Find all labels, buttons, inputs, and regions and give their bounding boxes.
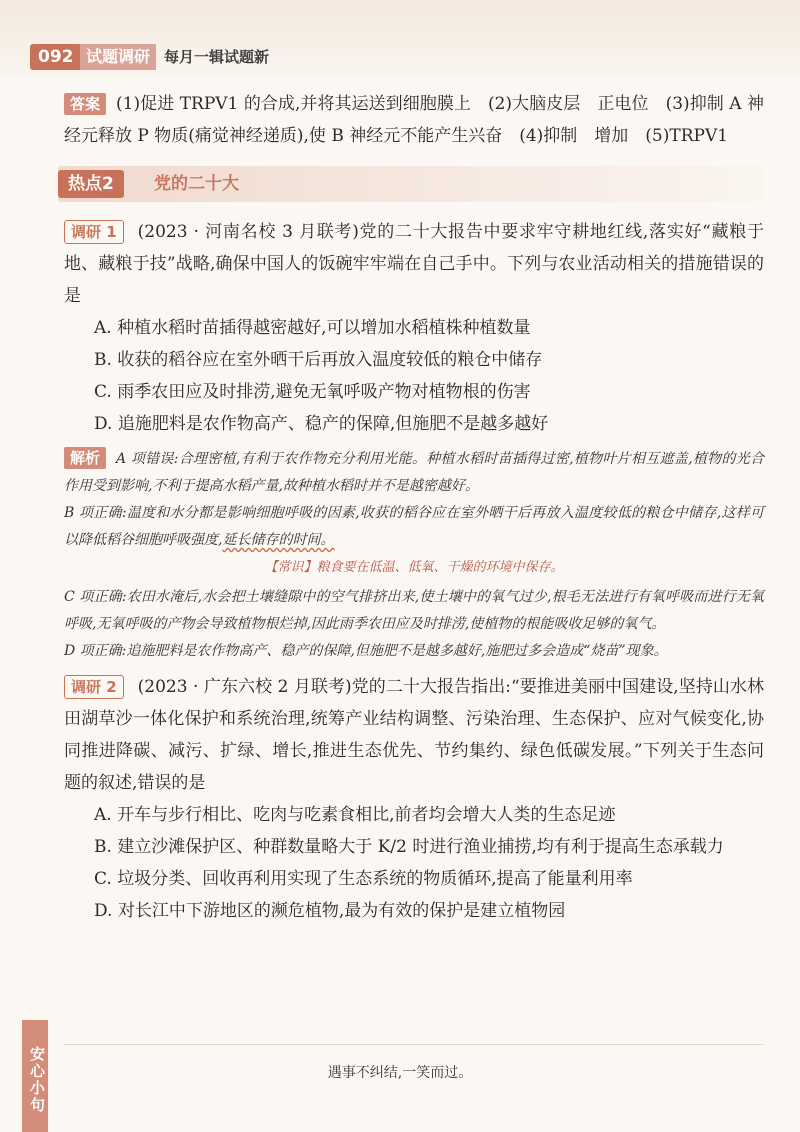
answer-block	[64, 88, 764, 152]
analysis-d: D 项正确:追施肥料是农作物高产、稳产的保障,但施肥不是越多越好,施肥过多会造成“烧苗”现象。	[64, 643, 668, 659]
analysis-c: C 项正确:农田水淹后,水会把土壤缝隙中的空气排挤出来,使土壤中的氧气过少,根毛无法进行有氧呼吸而进行无氧呼吸,无氧呼吸的产物会导致植物根烂掉,因此雨季农田应及时排涝,使植物的根能吸收足够的氧气。	[64, 589, 764, 632]
question-2-text: (2023 · 广东六校 2 月联考)党的二十大报告指出:“要推进美丽中国建设,坚持山水林田湖草沙一体化保护和系统治理,统筹产业结构调整、污染治理、生态保护、应对气候变化,协同推进降碳、减污、扩绿、增长,推进生态优先、节约集约、绿色低碳发展。”下列关于生态问题的叙述,错误的是	[64, 677, 764, 793]
question-1-label: 调研 1	[64, 220, 124, 244]
analysis-b-text: B 项正确:温度和水分都是影响细胞呼吸的因素,收获的稻谷应在室外晒干后再放入温度较低的粮仓中储存,这样可以降低稻谷细胞呼吸强度,	[64, 505, 764, 548]
hotspot-title: 党的二十大	[154, 174, 239, 194]
question-1-stem	[64, 216, 764, 312]
hotspot-tag: 热点2	[58, 170, 124, 198]
question-1-option-d: D. 追施肥料是农作物高产、稳产的保障,但施肥不是越多越好	[94, 414, 549, 434]
handwritten-note: 【常识】粮食要在低温、低氧、干燥的环境中保存。	[264, 560, 564, 575]
page-content	[64, 88, 764, 927]
analysis-label: 解析	[64, 447, 106, 469]
analysis-b-highlight: 延长储存的时间。	[222, 532, 335, 548]
footer-motto: 遇事不纠结,一笑而过。	[327, 1065, 473, 1081]
question-2-stem	[64, 671, 764, 799]
side-tab: 安心小句	[22, 1020, 48, 1132]
question-1-option-a: A. 种植水稻时苗插得越密越好,可以增加水稻植株种植数量	[94, 318, 531, 338]
question-1-text: (2023 · 河南名校 3 月联考)党的二十大报告中要求牢守耕地红线,落实好“藏粮于地、藏粮于技”战略,确保中国人的饭碗牢牢端在自己手中。下列与农业活动相关的措施错误的是	[64, 222, 764, 306]
section-tag: 试题调研	[80, 44, 156, 70]
question-2-label: 调研 2	[64, 675, 124, 699]
page-number: 092	[30, 44, 82, 70]
question-2-option-c: C. 垃圾分类、回收再利用实现了生态系统的物质循环,提高了能量利用率	[94, 869, 633, 889]
question-2-option-b: B. 建立沙滩保护区、种群数量略大于 K/2 时进行渔业捕捞,均有利于提高生态承载力	[94, 837, 724, 857]
hotspot-header	[58, 166, 764, 202]
analysis-a	[64, 446, 764, 500]
page-header	[0, 0, 800, 78]
analysis-a-text: A 项错误:合理密植,有利于农作物充分利用光能。种植水稻时苗插得过密,植物叶片相互遮盖,植物的光合作用受到影响,不利于提高水稻产量,故种植水稻时并不是越密越好。	[64, 451, 764, 494]
header-subtitle: 每月一辑试题新	[164, 48, 270, 66]
answer-label: 答案	[64, 93, 106, 115]
question-1-option-b: B. 收获的稻谷应在室外晒干后再放入温度较低的粮仓中储存	[94, 350, 543, 370]
answer-text: (1)促进 TRPV1 的合成,并将其运送到细胞膜上 (2)大脑皮层 正电位 (3)抑制 A 神经元释放 P 物质(痛觉神经递质),使 B 神经元不能产生兴奋 (4)抑制 增加 (5)TRPV1	[64, 94, 764, 146]
question-2-option-a: A. 开车与步行相比、吃肉与吃素食相比,前者均会增大人类的生态足迹	[94, 805, 616, 825]
analysis-b	[64, 500, 764, 554]
question-1-option-c: C. 雨季农田应及时排涝,避免无氧呼吸产物对植物根的伤害	[94, 382, 531, 402]
question-2-option-d: D. 对长江中下游地区的濒危植物,最为有效的保护是建立植物园	[94, 901, 566, 921]
footer-divider	[64, 1044, 764, 1045]
